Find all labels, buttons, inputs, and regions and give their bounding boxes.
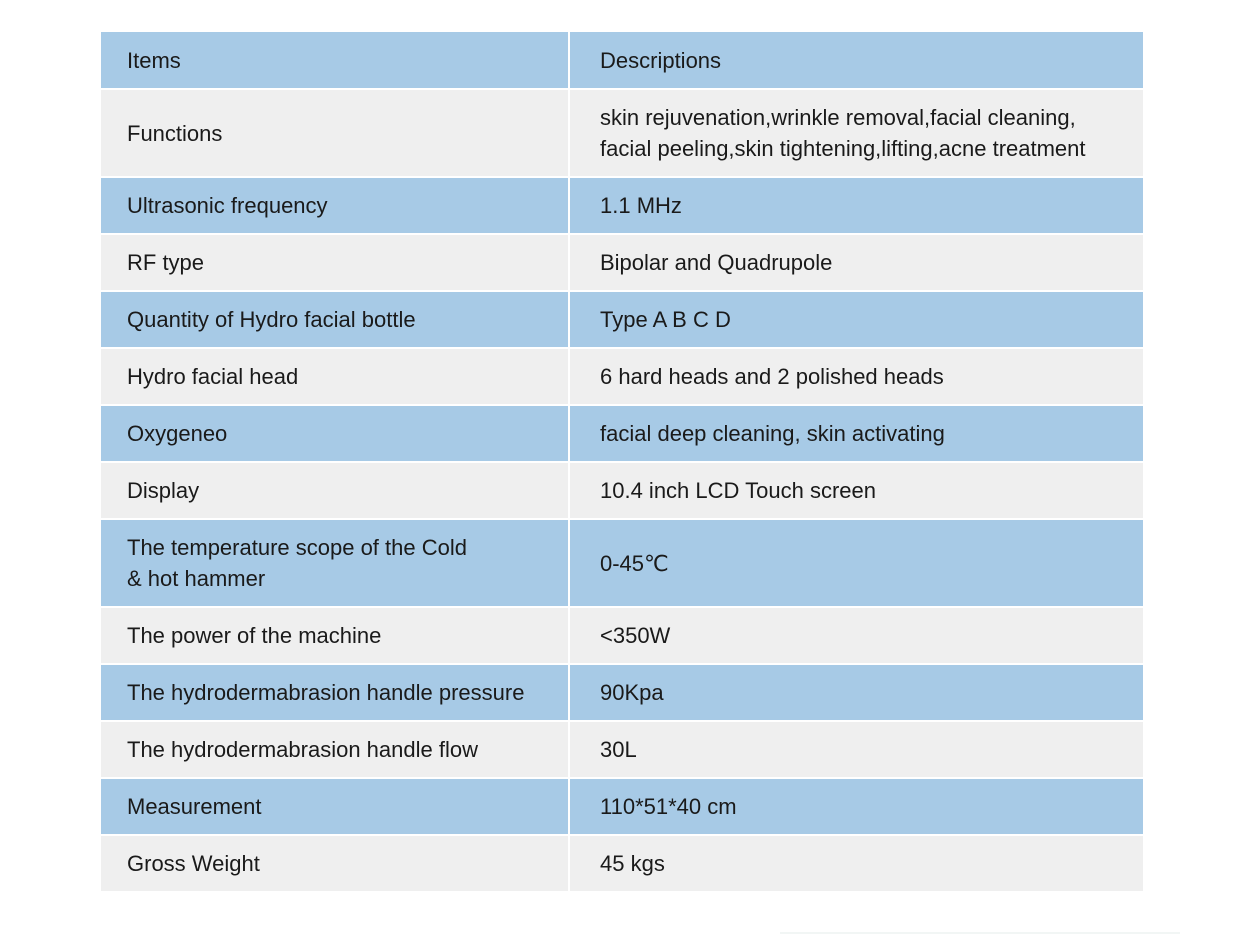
item-text: The power of the machine xyxy=(127,623,382,648)
table-row xyxy=(101,405,1143,462)
item-cell xyxy=(101,664,569,721)
description-cell xyxy=(569,177,1143,234)
item-cell xyxy=(101,462,569,519)
item-text: Hydro facial head xyxy=(127,364,299,389)
description-cell xyxy=(569,89,1143,177)
footer-divider xyxy=(780,932,1180,934)
description-cell xyxy=(569,519,1143,607)
table-header-row xyxy=(101,32,1143,89)
description-text: 110*51*40 cm xyxy=(600,794,737,819)
table-row xyxy=(101,291,1143,348)
item-cell xyxy=(101,177,569,234)
item-cell xyxy=(101,89,569,177)
description-cell xyxy=(569,462,1143,519)
description-text: 0-45℃ xyxy=(600,550,669,576)
table-row xyxy=(101,835,1143,892)
description-text: facial deep cleaning, skin activating xyxy=(600,421,945,446)
description-cell xyxy=(569,234,1143,291)
table-row xyxy=(101,778,1143,835)
item-cell xyxy=(101,291,569,348)
description-text: <350W xyxy=(600,623,671,648)
table-row xyxy=(101,664,1143,721)
description-text: facial peeling,skin tightening,lifting,acne treatment xyxy=(600,136,1086,161)
item-text: & hot hammer xyxy=(127,566,266,591)
description-cell xyxy=(569,778,1143,835)
item-cell xyxy=(101,721,569,778)
description-cell xyxy=(569,721,1143,778)
table-row xyxy=(101,89,1143,177)
table-row xyxy=(101,348,1143,405)
item-text: Oxygeneo xyxy=(127,421,228,446)
description-text: 90Kpa xyxy=(600,680,664,705)
description-text: 1.1 MHz xyxy=(600,193,682,218)
description-cell xyxy=(569,291,1143,348)
item-cell xyxy=(101,778,569,835)
description-text: skin rejuvenation,wrinkle removal,facial cleaning, xyxy=(600,105,1076,130)
item-text: Ultrasonic frequency xyxy=(127,193,328,218)
item-text: Quantity of Hydro facial bottle xyxy=(127,307,416,332)
description-cell xyxy=(569,835,1143,892)
item-cell xyxy=(101,835,569,892)
item-text: The hydrodermabrasion handle pressure xyxy=(127,680,525,705)
item-cell xyxy=(101,405,569,462)
item-text: RF type xyxy=(127,250,205,275)
description-text: 45 kgs xyxy=(600,851,665,876)
table-row xyxy=(101,462,1143,519)
header-items: Items xyxy=(101,32,569,89)
table-row xyxy=(101,177,1143,234)
item-cell xyxy=(101,607,569,664)
description-text: 30L xyxy=(600,737,637,762)
table-row xyxy=(101,234,1143,291)
item-text: Gross Weight xyxy=(127,851,260,876)
description-cell xyxy=(569,405,1143,462)
item-text: The temperature scope of the Cold xyxy=(127,535,467,560)
item-cell xyxy=(101,519,569,607)
item-text: The hydrodermabrasion handle flow xyxy=(127,737,478,762)
spec-table xyxy=(101,32,1143,893)
description-text: Type A B C D xyxy=(600,307,731,332)
description-text: 10.4 inch LCD Touch screen xyxy=(600,478,876,503)
table-row xyxy=(101,721,1143,778)
item-text: Measurement xyxy=(127,794,262,819)
description-cell xyxy=(569,348,1143,405)
item-text: Display xyxy=(127,478,200,503)
item-cell xyxy=(101,234,569,291)
table-row xyxy=(101,607,1143,664)
header-descriptions: Descriptions xyxy=(569,32,1143,89)
item-text: Functions xyxy=(127,120,223,146)
description-cell xyxy=(569,607,1143,664)
item-cell xyxy=(101,348,569,405)
description-text: Bipolar and Quadrupole xyxy=(600,250,833,275)
description-text: 6 hard heads and 2 polished heads xyxy=(600,364,944,389)
description-cell xyxy=(569,664,1143,721)
table-row xyxy=(101,519,1143,607)
